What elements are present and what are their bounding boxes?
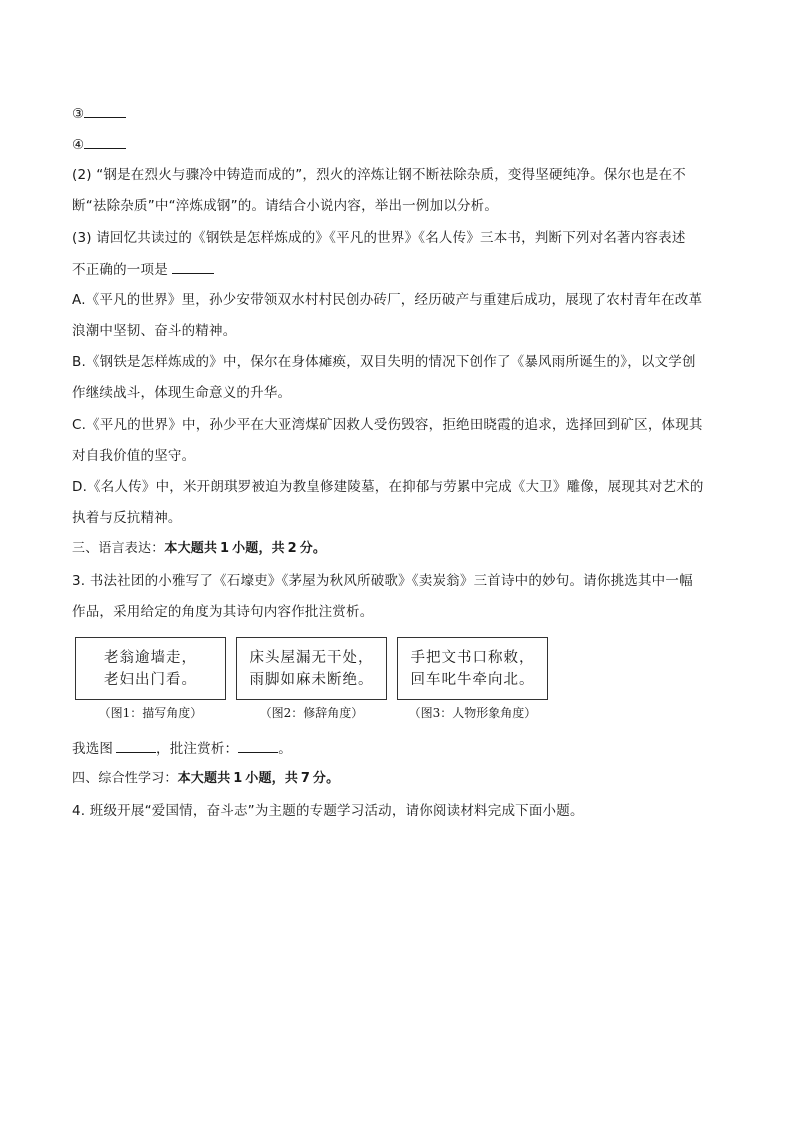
option-c-line-1: C.《平凡的世界》中，孙少平在大亚湾煤矿因救人受伤毁容，拒绝田晓霞的追求，选择回到矿区，体现其 (72, 417, 703, 433)
figure-choice-blank[interactable] (116, 739, 156, 753)
question-3-line-2 (72, 260, 214, 279)
calligraphy-figure-3 (397, 637, 548, 700)
item-4-blank[interactable] (84, 135, 126, 149)
figure-1-line-1: 老翁逾墙走， (104, 649, 197, 666)
option-d-line-1: D.《名人传》中，米开朗琪罗被迫为教皇修建陵墓，在抑郁与劳累中完成《大卫》雕像，展现其对艺术的 (72, 479, 704, 495)
section-3-prefix: 三、语言表达： (72, 541, 165, 556)
figure-1-caption: （图1：描写角度） (98, 706, 203, 720)
blank-item-4 (72, 135, 126, 154)
answer-line (72, 739, 292, 758)
section-3-mid: 小题，共 (232, 541, 285, 556)
question-2-line-2: 断“祛除杂质”中“淬炼成钢”的。请结合小说内容，举出一例加以分析。 (72, 198, 499, 214)
section-3-heading (72, 540, 326, 558)
section-3-count: 1 (220, 541, 230, 556)
annotation-blank[interactable] (238, 739, 278, 753)
figure-3-line-1: 手把文书口称敕， (410, 649, 535, 666)
item-4-marker: ④ (72, 137, 85, 153)
section-3-score: 2 (287, 541, 297, 556)
section-4-mid: 小题，共 (245, 771, 299, 786)
figure-2-line-2: 雨脚如麻未断绝。 (249, 671, 374, 688)
question-3b-line-1: 3. 书法社团的小雅写了《石壕吏》《茅屋为秋风所破歌》《卖炭翁》三首诗中的妙句。请你挑选其中一幅 (72, 573, 693, 589)
section-3-end: 分。 (299, 541, 327, 556)
question-3-answer-blank[interactable] (172, 260, 214, 274)
figure-2-line-1: 床头屋漏无干处， (249, 649, 374, 666)
option-d-line-2: 执着与反抗精神。 (72, 510, 182, 526)
answer-prefix: 我选图 (72, 741, 114, 757)
answer-middle: ，批注赏析： (156, 741, 239, 757)
item-3-marker: ③ (72, 106, 85, 122)
question-2-line-1: (2) “钢是在烈火与骤冷中铸造而成的”，烈火的淬炼让钢不断祛除杂质，变得坚硬纯净。保尔也是在不 (72, 167, 687, 183)
option-a-line-1: A.《平凡的世界》里，孙少安带领双水村村民创办砖厂，经历破产与重建后成功，展现了农村青年在改革 (72, 292, 703, 308)
option-a-line-2: 浪潮中坚韧、奋斗的精神。 (72, 323, 237, 339)
section-4-score: 7 (300, 771, 311, 786)
option-c-line-2: 对自我价值的坚守。 (72, 448, 196, 464)
question-3b-line-2: 作品，采用给定的角度为其诗句内容作批注赏析。 (72, 604, 374, 620)
section-4-prefix: 四、综合性学习： (72, 771, 178, 786)
section-4-heading (72, 770, 339, 788)
section-4-bold-1: 本大题共 (177, 771, 231, 786)
figure-3-line-2: 回车叱牛牵向北。 (410, 671, 535, 688)
calligraphy-figure-2 (236, 637, 387, 700)
option-b-line-1: B.《钢铁是怎样炼成的》中，保尔在身体瘫痪，双目失明的情况下创作了《暴风雨所诞生的》，以文学创 (72, 354, 696, 370)
section-4-end: 分。 (312, 771, 340, 786)
calligraphy-figure-1 (75, 637, 226, 700)
figure-1-line-2: 老妇出门看。 (104, 671, 197, 688)
section-4-count: 1 (233, 771, 243, 786)
question-3-line-1: (3) 请回忆共读过的《钢铁是怎样炼成的》《平凡的世界》《名人传》三本书，判断下列对名著内容表述 (72, 230, 686, 246)
item-3-blank[interactable] (84, 104, 126, 118)
figure-3-caption: （图3：人物形象角度） (408, 706, 537, 720)
figure-2-caption: （图2：修辞角度） (259, 706, 364, 720)
answer-end: 。 (278, 741, 292, 757)
question-4-line-1: 4. 班级开展“爱国情，奋斗志”为主题的专题学习活动，请你阅读材料完成下面小题。 (72, 803, 584, 819)
question-3-stem-end: 不正确的一项是 (72, 262, 168, 278)
option-b-line-2: 作继续战斗，体现生命意义的升华。 (72, 385, 292, 401)
blank-item-3 (72, 104, 126, 123)
section-3-bold-1: 本大题共 (164, 541, 218, 556)
